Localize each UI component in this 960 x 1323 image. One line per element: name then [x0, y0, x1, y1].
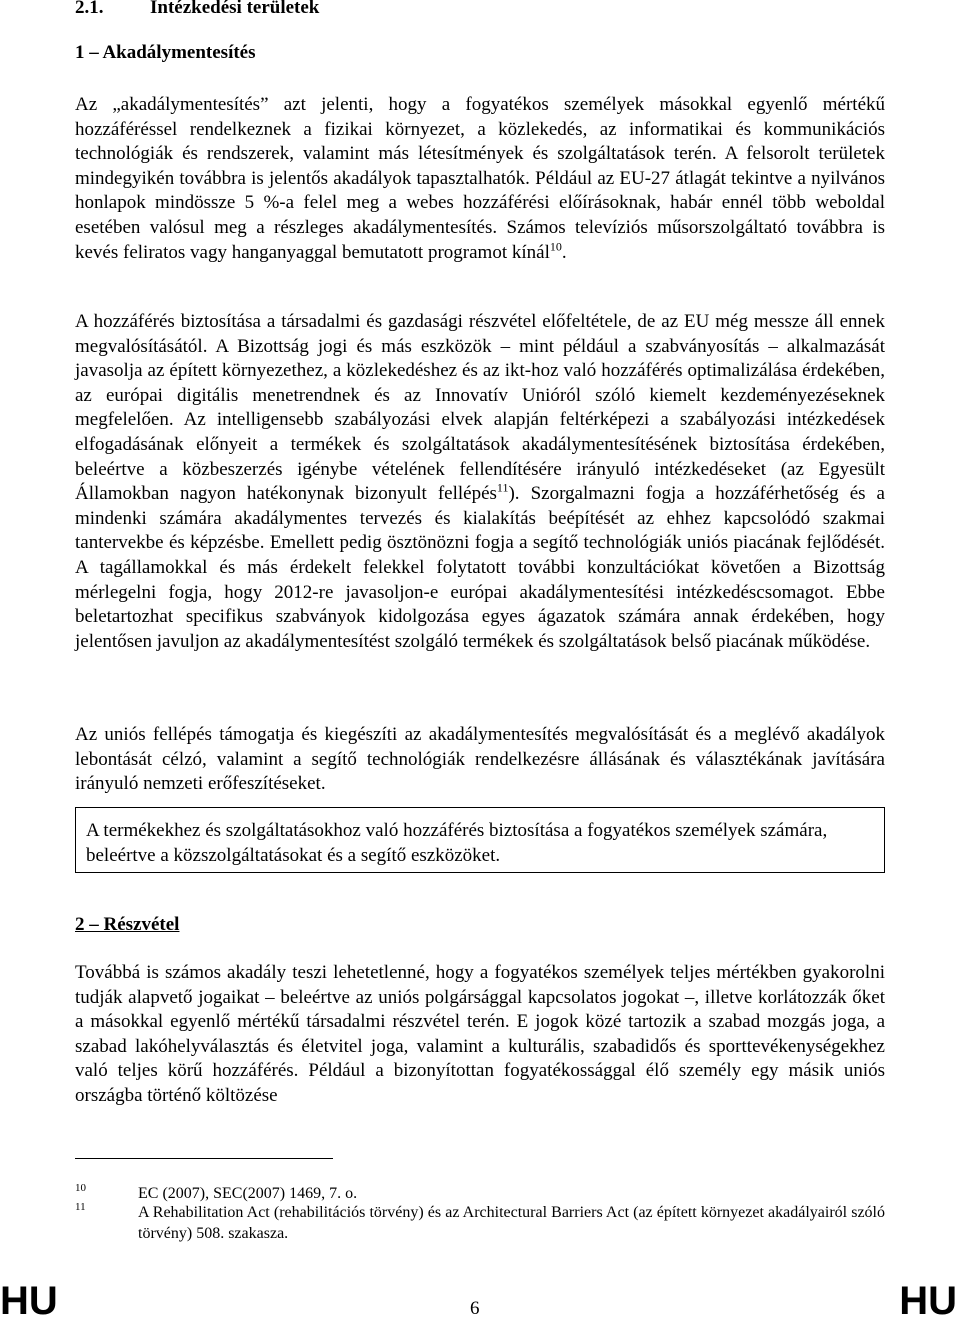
section-2-paragraph: Továbbá is számos akadály teszi lehetetlenné, hogy a fogyatékos személyek teljes mértékben gyakorolni tudják alapvető jogaikat – beleértve az uniós polgársággal kapcsolatos jogokat –, illetve korlátozzák őket a másokkal egyenlő mértékű társadalmi részvétel terén. E jogok közé tartozik a szabad mozgás joga, a szabad lakóhelyválasztás és életvitel joga, valamint a kulturális, szabadidős és sporttevékenységekhez való teljes körű hozzáférés. Például a bizonyítottan fogyatékossággal élő személy egy másik uniós országba történő költözése [75, 962, 885, 1106]
section-1-paragraph-2 [75, 310, 885, 654]
page-number: 6 [470, 1298, 480, 1319]
footnote-text: EC (2007), SEC(2007) 1469, 7. o. [138, 1185, 358, 1202]
footnote-ref-11[interactable]: 11 [496, 480, 509, 495]
chapter-number: 2.1. [75, 0, 104, 18]
footnote-10 [75, 1184, 885, 1205]
highlight-box: A termékekhez és szolgáltatásokhoz való hozzáférés biztosítása a fogyatékos személyek számára, beleértve a közszolgáltatásokat és a segítő eszközöket. [75, 807, 885, 873]
paragraph-1-text: Az „akadálymentesítés” azt jelenti, hogy a fogyatékos személyek másokkal egyenlő mértékű hozzáféréssel rendelkeznek a fizikai környezet, a közlekedés, az informatikai és kommunikációs technológiák és rendszerek, valamint más létesítmények és szolgáltatások terén. A felsorolt területek mindegyikén továbbra is jelentős akadályok tapasztalhatók. Például az EU-27 átlagát tekintve a nyilvános honlapok mindössze 5 %-a felel meg a webes hozzáférési előírásoknak, habár ennél több weboldal esetében valósul meg a részleges akadálymentesítés. Számos televíziós műsorszolgáltató továbbra is kevés feliratos vagy hanganyaggal bemutatott programot kínál [75, 94, 885, 263]
footnote-11 [75, 1203, 885, 1244]
section-1-title: 1 – Akadálymentesítés [75, 42, 256, 63]
footer-language-right: HU [899, 1279, 957, 1323]
footnote-text: A Rehabilitation Act (rehabilitációs törvény) és az Architectural Barriers Act (az épített környezet akadályairól szóló törvény) 508. szakasza. [138, 1204, 885, 1242]
section-1-paragraph-3: Az uniós fellépés támogatja és kiegészíti az akadálymentesítés megvalósítását és a meglévő akadályok lebontását célzó, valamint a segítő technológiák rendelkezésre állásának és választékának javítására irányuló nemzeti erőfeszítéseket. [75, 724, 885, 795]
footnote-number: 10 [75, 1182, 86, 1194]
chapter-heading [75, 0, 319, 19]
footer-language-left: HU [0, 1279, 58, 1323]
section-2-title: 2 – Részvétel [75, 914, 180, 935]
footnote-ref-10[interactable]: 10 [549, 239, 562, 254]
paragraph-2-end: ). Szorgalmazni fogja a hozzáférhetőség és a mindenki számára akadálymentes tervezés és kialakítás beépítését az ehhez kapcsolódó szakmai tantervekbe és képzésbe. Emellett pedig ösztönözni fogja a segítő technológiák uniós piacának fejlődését. A tagállamokkal és más érdekelt felekkel folytatott további konzultációkat követően a Bizottság mérlegelni fogja, hogy 2012-re javasoljon-e európai akadálymentesítési intézkedéscsomagot. Ebbe beletartozhat specifikus szabványok kidolgozása egyes ágazatok számára annak érdekében, hogy jelentősen javuljon az akadálymentesítést szolgáló termékek és szolgáltatások belső piacának működése. [75, 483, 885, 652]
chapter-title: Intézkedési területek [150, 0, 320, 18]
footnote-divider [75, 1158, 333, 1159]
paragraph-1-end: . [561, 241, 567, 263]
footnote-number: 11 [75, 1201, 86, 1213]
paragraph-2-text: A hozzáférés biztosítása a társadalmi és gazdasági részvétel előfeltétele, de az EU még messze áll ennek megvalósításától. A Bizottság jogi és más eszközök – mint például a szabványosítás – alkalmazását javasolja az épített környezethez, a közlekedéshez és az ikt-hoz való hozzáférés optimalizálása érdekében, az európai digitális menetrendnek és az Innovatív Unióról szóló kiemelt kezdeményezéseknek megfelelően. Az intelligensebb szabályozási elvek alapján feltérképezi a szabályozási intézkedések elfogadásának előnyeit a termékek és szolgáltatások akadálymentesítésének biztosítása érdekében, beleértve a közbeszerzés igénybe vételének fellendítésére irányuló intézkedéseket (az Egyesült Államokban nagyon hatékonynak bizonyult fellépés [75, 311, 885, 505]
section-1-paragraph-1 [75, 93, 885, 265]
